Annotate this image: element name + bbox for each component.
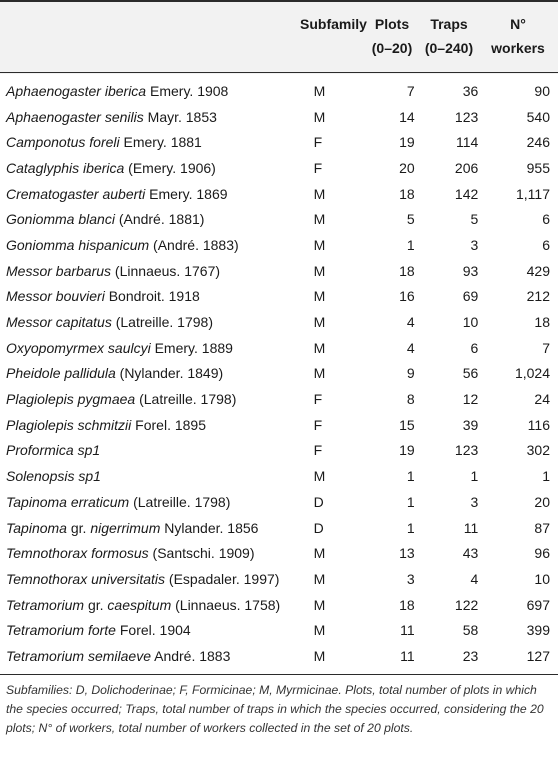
plots-cell: 14 <box>399 108 415 125</box>
species-genus: Temnothorax formosus <box>6 545 149 562</box>
species-cell <box>0 309 312 335</box>
species-genus: Tapinoma erraticum <box>6 493 130 510</box>
table-row <box>0 361 558 387</box>
table-row <box>0 104 558 130</box>
traps-cell: 206 <box>454 159 479 176</box>
table-footnote: Subfamilies: D, Dolichoderinae; F, Formicinae; M, Myrmicinae. Plots, total number of plots in which the species occurred; Traps, total number of traps in which the species occurred, considering the 20 plots; N° of workers, total number of workers collected in the set of 20 plots. <box>6 683 544 735</box>
species-genus: Cataglyphis iberica <box>6 159 125 176</box>
table-bottom-rule <box>0 674 558 675</box>
species-author: André. 1883 <box>150 647 231 664</box>
species-genus: Tapinoma <box>6 519 67 536</box>
workers-cell: 127 <box>526 647 550 664</box>
workers-cell: 1 <box>542 468 550 485</box>
species-cell <box>0 155 312 181</box>
traps-cell: 39 <box>462 416 479 433</box>
header-subfamily-label: Subfamily <box>300 16 367 32</box>
workers-cell: 540 <box>526 108 550 125</box>
species-cell <box>0 643 312 669</box>
species-author: Emery. 1881 <box>119 134 202 151</box>
workers-cell: 116 <box>527 416 550 433</box>
traps-cell: 12 <box>462 391 479 408</box>
traps-cell: 56 <box>462 365 479 382</box>
header-traps-label: Traps <box>430 16 468 32</box>
table-row <box>0 78 558 104</box>
subfamily-cell: M <box>313 468 326 485</box>
subfamily-cell: F <box>313 442 323 459</box>
species-author: (Linnaeus. 1767) <box>111 262 221 279</box>
table-row <box>0 232 558 258</box>
species-author: Forel. 1895 <box>131 416 206 433</box>
species-genus: Pheidole pallidula <box>6 365 116 382</box>
species-cell <box>0 181 312 207</box>
subfamily-cell: M <box>313 545 326 562</box>
plots-cell: 1 <box>406 468 415 485</box>
table-row <box>0 540 558 566</box>
plots-cell: 13 <box>399 545 415 562</box>
species-cell <box>0 284 312 310</box>
traps-cell: 123 <box>454 442 479 459</box>
subfamily-cell: M <box>313 596 326 613</box>
species-author: (Latreille. 1798) <box>111 314 213 331</box>
header-traps-range: (0–240) <box>424 40 474 56</box>
plots-cell: 11 <box>400 647 415 664</box>
traps-cell: 6 <box>470 339 479 356</box>
species-genus: Tetramorium forte <box>6 622 116 639</box>
table-row <box>0 515 558 541</box>
subfamily-cell: M <box>313 262 326 279</box>
workers-cell: 302 <box>526 442 550 459</box>
traps-cell: 5 <box>470 211 479 228</box>
plots-cell: 7 <box>406 82 415 99</box>
workers-cell: 246 <box>526 134 550 151</box>
species-cell <box>0 129 312 155</box>
species-genus: Goniomma blanci <box>6 211 115 228</box>
header-plots-range: (0–20) <box>371 40 413 56</box>
traps-cell: 11 <box>463 519 479 536</box>
species-author: (Emery. 1906) <box>124 159 216 176</box>
species-genus: Solenopsis sp1 <box>6 468 101 485</box>
species-genus: Messor capitatus <box>6 314 112 331</box>
workers-cell: 955 <box>526 159 550 176</box>
traps-cell: 123 <box>454 108 479 125</box>
plots-cell: 4 <box>406 339 415 356</box>
traps-cell: 4 <box>470 570 479 587</box>
species-cell <box>0 412 312 438</box>
species-genus: Temnothorax universitatis <box>6 570 166 587</box>
table-row <box>0 386 558 412</box>
species-author: Nylander. 1856 <box>160 519 259 536</box>
workers-cell: 212 <box>526 288 550 305</box>
species-cell <box>0 438 312 464</box>
traps-cell: 3 <box>470 493 479 510</box>
workers-cell: 90 <box>534 82 550 99</box>
subfamily-cell: M <box>313 211 326 228</box>
plots-cell: 18 <box>399 596 415 613</box>
header-workers-label: workers <box>491 40 545 56</box>
subfamily-cell: M <box>313 236 326 253</box>
species-cell <box>0 232 312 258</box>
species-author: (Linnaeus. 1758) <box>171 596 281 613</box>
plots-cell: 5 <box>406 211 415 228</box>
plots-cell: 20 <box>399 159 415 176</box>
workers-cell: 399 <box>526 622 550 639</box>
workers-cell: 1,024 <box>514 365 550 382</box>
species-author: (André. 1883) <box>149 236 239 253</box>
species-genus: Tetramorium <box>6 596 85 613</box>
table-row <box>0 566 558 592</box>
traps-cell: 114 <box>455 134 479 151</box>
workers-cell: 20 <box>534 493 550 510</box>
plots-cell: 15 <box>399 416 415 433</box>
species-epithet: nigerrimum <box>90 519 161 536</box>
table-row <box>0 129 558 155</box>
subfamily-cell: M <box>313 622 326 639</box>
plots-cell: 3 <box>406 570 415 587</box>
species-genus: Proformica sp1 <box>6 442 101 459</box>
species-cell <box>0 361 312 387</box>
species-cell <box>0 386 312 412</box>
species-cell <box>0 592 312 618</box>
plots-cell: 18 <box>399 185 415 202</box>
plots-cell: 4 <box>406 314 415 331</box>
workers-cell: 7 <box>542 339 550 356</box>
table-row <box>0 155 558 181</box>
species-cell <box>0 566 312 592</box>
subfamily-cell: M <box>313 365 326 382</box>
species-genus: Tetramorium semilaeve <box>6 647 151 664</box>
subfamily-cell: D <box>313 493 324 510</box>
header-workers-symbol: N° <box>510 16 526 32</box>
species-genus: Messor bouvieri <box>6 288 105 305</box>
species-genus: Camponotus foreli <box>6 134 120 151</box>
subfamily-cell: M <box>313 185 326 202</box>
species-cell <box>0 515 312 541</box>
subfamily-cell: M <box>313 82 326 99</box>
workers-cell: 18 <box>534 314 550 331</box>
species-cell <box>0 104 312 130</box>
subfamily-cell: D <box>313 519 324 536</box>
species-author: Forel. 1904 <box>115 622 191 639</box>
species-group-marker: gr. <box>66 519 91 536</box>
plots-cell: 11 <box>400 622 415 639</box>
table-row <box>0 412 558 438</box>
species-cell <box>0 489 312 515</box>
plots-cell: 16 <box>399 288 415 305</box>
species-table <box>0 78 558 669</box>
species-cell <box>0 78 312 104</box>
subfamily-cell: F <box>313 416 323 433</box>
species-author: Emery. 1889 <box>150 339 233 356</box>
header-traps <box>418 12 480 60</box>
subfamily-cell: M <box>313 314 326 331</box>
species-author: (Nylander. 1849) <box>115 365 224 382</box>
traps-cell: 43 <box>462 545 479 562</box>
species-cell <box>0 335 312 361</box>
workers-cell: 697 <box>526 596 550 613</box>
traps-cell: 122 <box>454 596 479 613</box>
subfamily-cell: M <box>313 288 326 305</box>
table-row <box>0 463 558 489</box>
traps-cell: 23 <box>462 647 479 664</box>
workers-cell: 6 <box>542 211 550 228</box>
species-author: (Latreille. 1798) <box>135 391 237 408</box>
species-cell <box>0 617 312 643</box>
species-author: (André. 1881) <box>114 211 205 228</box>
plots-cell: 1 <box>406 493 415 510</box>
species-epithet: caespitum <box>107 596 172 613</box>
plots-cell: 9 <box>406 365 415 382</box>
traps-cell: 58 <box>462 622 479 639</box>
table-row <box>0 335 558 361</box>
table-row <box>0 258 558 284</box>
table-row <box>0 206 558 232</box>
workers-cell: 1,117 <box>516 185 550 202</box>
subfamily-cell: M <box>313 570 326 587</box>
workers-cell: 24 <box>534 391 550 408</box>
subfamily-cell: F <box>313 391 323 408</box>
subfamily-cell: M <box>313 339 326 356</box>
plots-cell: 1 <box>406 519 415 536</box>
subfamily-cell: F <box>313 159 323 176</box>
species-cell <box>0 540 312 566</box>
species-author: Emery. 1908 <box>146 82 229 99</box>
traps-cell: 10 <box>462 314 479 331</box>
species-cell <box>0 258 312 284</box>
traps-cell: 3 <box>470 236 479 253</box>
workers-cell: 10 <box>534 570 550 587</box>
species-author: (Espadaler. 1997) <box>165 570 280 587</box>
table-row <box>0 617 558 643</box>
table-row <box>0 181 558 207</box>
species-author: Bondroit. 1918 <box>104 288 200 305</box>
table-row <box>0 438 558 464</box>
species-cell <box>0 206 312 232</box>
species-genus: Messor barbarus <box>6 262 112 279</box>
header-workers <box>480 12 556 60</box>
species-genus: Aphaenogaster senilis <box>6 108 144 125</box>
table-row <box>0 643 558 669</box>
table-row <box>0 489 558 515</box>
species-author: (Latreille. 1798) <box>129 493 231 510</box>
workers-cell: 87 <box>534 519 550 536</box>
species-genus: Goniomma hispanicum <box>6 236 150 253</box>
species-author: Emery. 1869 <box>145 185 228 202</box>
traps-cell: 69 <box>462 288 479 305</box>
species-group-marker: gr. <box>84 596 108 613</box>
species-author: (Santschi. 1909) <box>148 545 255 562</box>
workers-cell: 96 <box>534 545 550 562</box>
plots-cell: 18 <box>399 262 415 279</box>
species-author: Mayr. 1853 <box>143 108 217 125</box>
traps-cell: 93 <box>462 262 479 279</box>
workers-cell: 6 <box>542 236 550 253</box>
plots-cell: 8 <box>406 391 415 408</box>
header-plots-label: Plots <box>374 16 410 32</box>
table-row <box>0 284 558 310</box>
subfamily-cell: M <box>313 108 326 125</box>
header-plots <box>366 12 418 60</box>
species-genus: Oxyopomyrmex saulcyi <box>6 339 151 356</box>
species-genus: Plagiolepis pygmaea <box>6 391 136 408</box>
species-genus: Crematogaster auberti <box>6 185 146 202</box>
species-cell <box>0 463 312 489</box>
plots-cell: 19 <box>399 134 415 151</box>
plots-cell: 1 <box>406 236 415 253</box>
species-genus: Aphaenogaster iberica <box>6 82 147 99</box>
subfamily-cell: F <box>313 134 323 151</box>
table-row <box>0 592 558 618</box>
plots-cell: 19 <box>399 442 415 459</box>
header-subfamily <box>300 12 366 36</box>
species-table-body <box>0 78 558 669</box>
traps-cell: 142 <box>454 185 479 202</box>
header-divider <box>0 72 558 73</box>
table-row <box>0 309 558 335</box>
traps-cell: 36 <box>462 82 479 99</box>
traps-cell: 1 <box>470 468 479 485</box>
subfamily-cell: M <box>313 647 326 664</box>
workers-cell: 429 <box>526 262 550 279</box>
species-genus: Plagiolepis schmitzii <box>6 416 132 433</box>
